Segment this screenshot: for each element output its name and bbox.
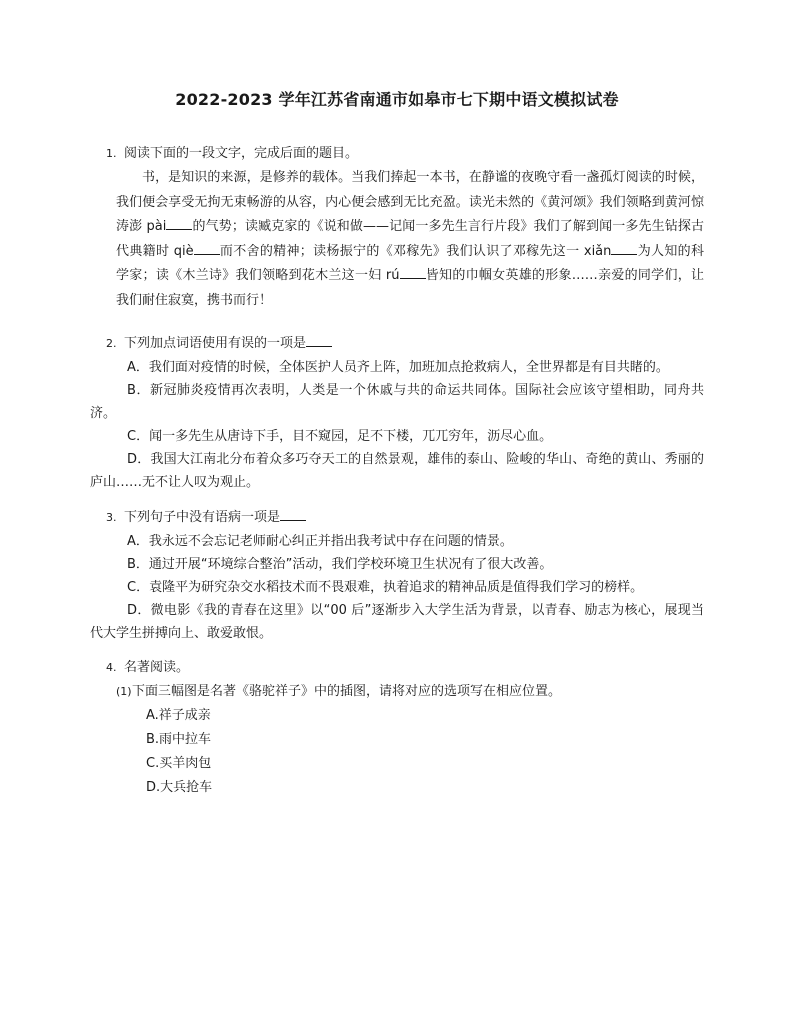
passage-segment: 而不舍的精神；读杨振宁的《邓稼先》我们认识了邓稼先这一 xiǎn	[219, 243, 612, 259]
sub-question-1	[92, 680, 704, 704]
option-d[interactable]: D．我国大江南北分布着众多巧夺天工的自然景观，雄伟的泰山、险峻的华山、奇绝的黄山、秀丽的庐山……无不让人叹为观止。	[90, 452, 704, 490]
passage-segment: 为人知的科学家；读《木兰诗》我们领略到花木兰这一妇 rú	[116, 243, 704, 284]
reading-passage	[92, 166, 704, 314]
sub-question-prompt: 下面三幅图是名著《骆驼祥子》中的插图，请将对应的选项写在相应位置。	[132, 684, 562, 699]
option-d[interactable]: D.大兵抢车	[146, 780, 213, 795]
option-c[interactable]: C．袁隆平为研究杂交水稻技术而不畏艰难，执着追求的精神品质是值得我们学习的榜样。	[127, 580, 644, 595]
option-d[interactable]: D．微电影《我的青春在这里》以“00 后”逐渐步入大学生活为背景，以青春、励志为核心，展现当代大学生拼搏向上、敢爱敢恨。	[90, 603, 704, 641]
question-3-header	[92, 506, 704, 530]
passage-segment: 的气势；读臧克家的《说和做——记闻一多先生言行片段》我们了解到闻一多先生钻探古代典籍时 qiè	[116, 219, 704, 259]
question-prompt: 名著阅读。	[124, 660, 190, 675]
question-prompt	[108, 332, 704, 356]
answer-blank[interactable]	[280, 506, 306, 521]
option-b[interactable]: B．通过开展“环境综合整治”活动，我们学校环境卫生状况有了很大改善。	[127, 557, 553, 572]
answer-blank[interactable]	[194, 240, 220, 255]
question-1-header	[92, 142, 704, 166]
question-2-header	[92, 332, 704, 356]
question-2	[92, 332, 704, 494]
question-number: 3.	[106, 511, 117, 524]
passage-segment: 书，是知识的来源，是修养的载体。当我们捧起一本书，在静谧的夜晚守看一盏孤灯阅读的时候，我们便会享受无拘无束畅游的从容，内心便会感到无比充盈。读光未然的《黄河颂》我们领略到黄河惊涛澎 pài	[116, 170, 704, 235]
options-list	[92, 704, 704, 800]
option-c[interactable]: C.买羊肉包	[146, 756, 212, 771]
question-number: 4.	[106, 661, 117, 674]
options-list	[90, 356, 704, 494]
answer-blank[interactable]	[306, 332, 332, 347]
question-prompt	[108, 506, 704, 530]
question-prompt-text: 下列加点词语使用有误的一项是	[124, 336, 307, 351]
question-prompt-text: 下列句子中没有语病一项是	[124, 510, 281, 525]
question-4-header	[92, 656, 704, 680]
question-number: 1.	[106, 147, 117, 160]
option-a[interactable]: A．我永远不会忘记老师耐心纠正并指出我考试中存在问题的情景。	[127, 534, 513, 549]
option-b[interactable]: B.雨中拉车	[146, 732, 212, 747]
option-a[interactable]: A．我们面对疫情的时候，全体医护人员齐上阵，加班加点抢救病人，全世界都是有目共睹的。	[127, 360, 669, 375]
options-list	[90, 530, 704, 645]
answer-blank[interactable]	[400, 264, 426, 279]
option-b[interactable]: B．新冠肺炎疫情再次表明，人类是一个休戚与共的命运共同体。国际社会应该守望相助，同舟共济。	[90, 383, 704, 421]
question-1	[92, 142, 704, 314]
question-3	[92, 506, 704, 645]
answer-blank[interactable]	[166, 215, 192, 230]
sub-question-number: (1)	[116, 685, 132, 698]
question-number: 2.	[106, 337, 117, 350]
question-4	[92, 656, 704, 800]
option-c[interactable]: C．闻一多先生从唐诗下手，目不窥园，足不下楼，兀兀穷年，沥尽心血。	[127, 429, 553, 444]
passage-segment: 皆知的巾帼女英雄的形象……亲爱的同学们，让我们耐住寂寞，携书而行！	[116, 268, 704, 308]
question-prompt: 阅读下面的一段文字，完成后面的题目。	[124, 146, 359, 161]
answer-blank[interactable]	[611, 240, 637, 255]
document-title: 2022-2023 学年江苏省南通市如皋市七下期中语文模拟试卷	[175, 90, 619, 109]
option-a[interactable]: A.祥子成亲	[146, 708, 211, 723]
